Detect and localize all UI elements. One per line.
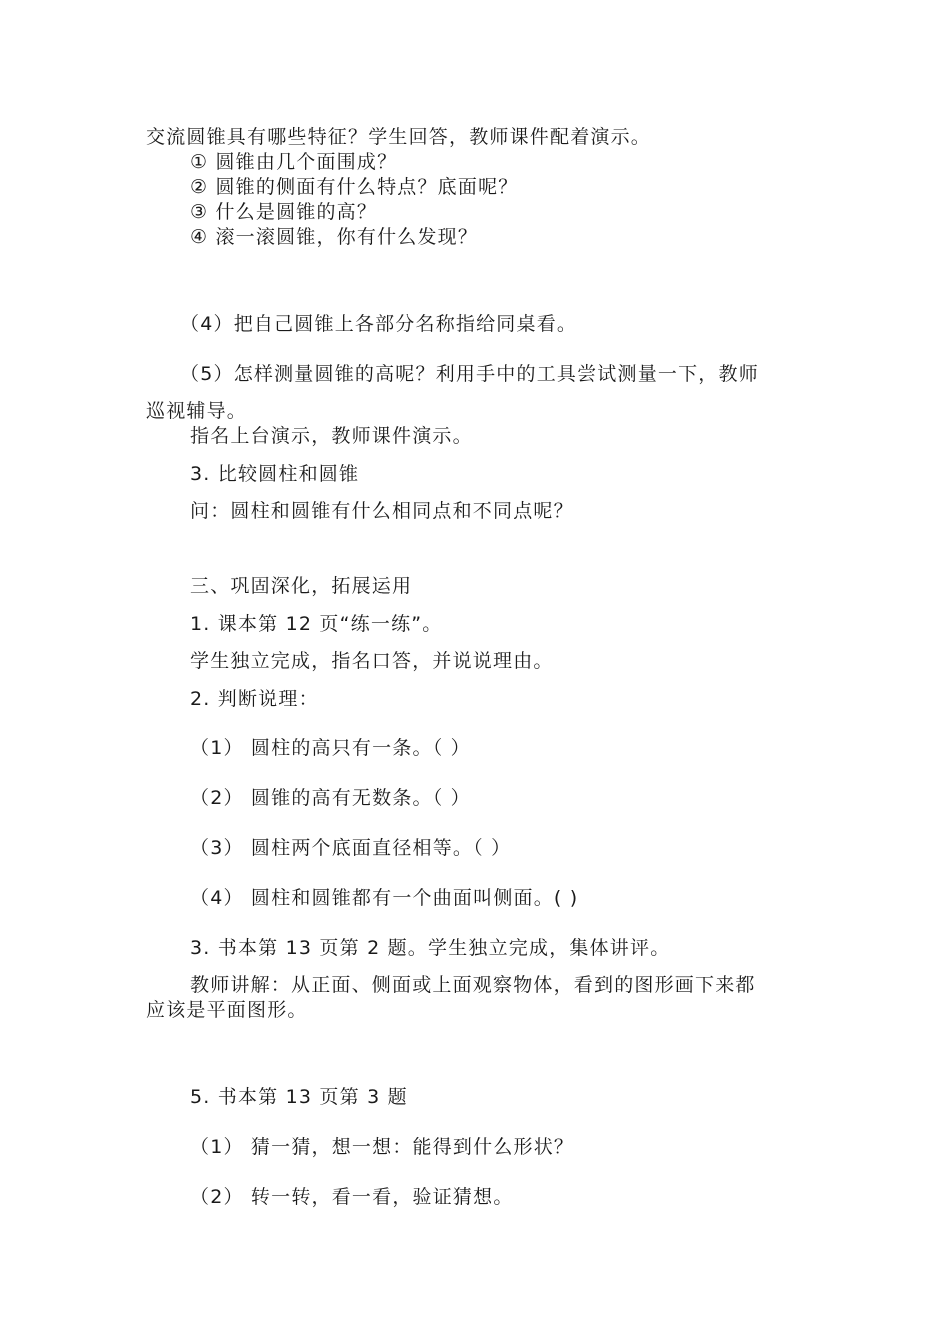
exercise-2: 2. 判断说理：: [190, 688, 319, 710]
step-4: （4）把自己圆锥上各部分名称指给同桌看。: [180, 313, 578, 335]
compare-heading: 3. 比较圆柱和圆锥: [190, 463, 360, 485]
exercise-3-explanation-line-1: 教师讲解：从正面、侧面或上面观察物体，看到的图形画下来都: [190, 974, 756, 996]
step-5-line-2: 巡视辅导。: [146, 400, 248, 422]
exercise-5-item-2: （2） 转一转，看一看，验证猜想。: [190, 1186, 514, 1208]
question-3: ③ 什么是圆锥的高？: [190, 201, 378, 223]
exercise-1: 1. 课本第 12 页“练一练”。: [190, 613, 443, 635]
exercise-3-explanation-line-2: 应该是平面图形。: [146, 999, 308, 1021]
question-2: ② 圆锥的侧面有什么特点？底面呢？: [190, 176, 519, 198]
exercise-5: 5. 书本第 13 页第 3 题: [190, 1086, 408, 1108]
compare-question: 问：圆柱和圆锥有什么相同点和不同点呢？: [190, 500, 574, 522]
question-1: ① 圆锥由几个面围成？: [190, 151, 398, 173]
judge-item-3: （3） 圆柱两个底面直径相等。（ ）: [190, 837, 512, 859]
exercise-3: 3. 书本第 13 页第 2 题。学生独立完成，集体讲评。: [190, 937, 671, 959]
judge-item-2: （2） 圆锥的高有无数条。（ ）: [190, 787, 471, 809]
step-5-line-1: （5）怎样测量圆锥的高呢？利用手中的工具尝试测量一下，教师: [180, 363, 759, 385]
question-4: ④ 滚一滚圆锥，你有什么发现？: [190, 226, 479, 248]
judge-item-1: （1） 圆柱的高只有一条。（ ）: [190, 737, 471, 759]
exercise-5-item-1: （1） 猜一猜，想一想：能得到什么形状？: [190, 1136, 575, 1158]
demo-text: 指名上台演示，教师课件演示。: [190, 425, 473, 447]
section-3-heading: 三、巩固深化，拓展运用: [190, 575, 413, 597]
intro-text: 交流圆锥具有哪些特征？学生回答，教师课件配着演示。: [146, 126, 652, 148]
exercise-1-description: 学生独立完成，指名口答，并说说理由。: [190, 650, 554, 672]
judge-item-4: （4） 圆柱和圆锥都有一个曲面叫侧面。( ): [190, 887, 579, 909]
